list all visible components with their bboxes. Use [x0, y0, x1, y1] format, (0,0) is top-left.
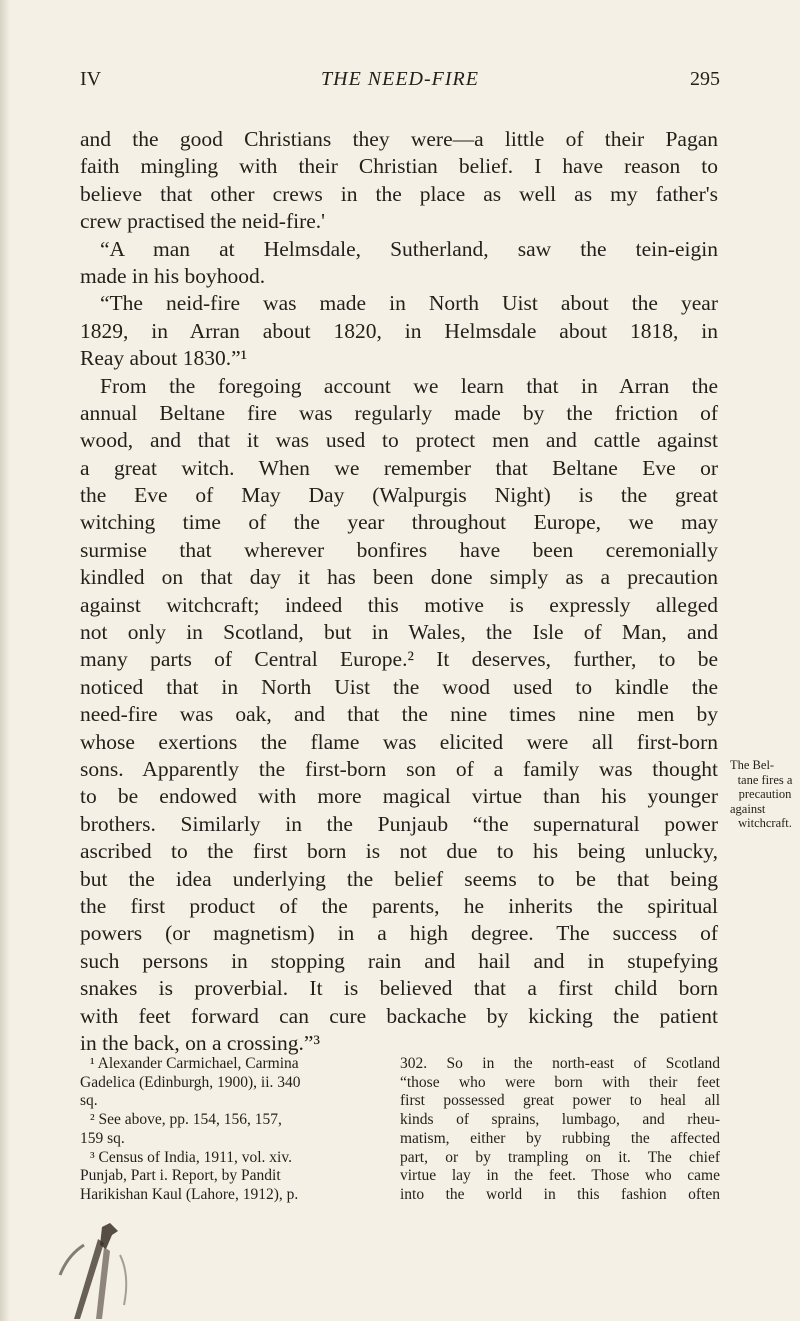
margin-note-line: tane fires a: [737, 772, 793, 787]
page-number: 295: [690, 68, 720, 90]
text-line: surmise that wherever bonfires have been ceremonially: [80, 537, 718, 562]
text-line: whose exertions the flame was elicited were all first-born: [80, 729, 718, 754]
margin-note-line: witchcraft.: [738, 816, 792, 830]
text-line: many parts of Central Europe.² It deserves, further, to be: [80, 647, 718, 672]
text-line: snakes is proverbial. It is believed that a first child born: [80, 976, 718, 1001]
text-line: a great witch. When we remember that Beltane Eve or: [80, 455, 718, 480]
text-line: the Eve of May Day (Walpurgis Night) is the great: [80, 483, 718, 508]
footnote-line: ¹ Alexander Carmichael, Carmina: [90, 1055, 299, 1072]
running-title: THE NEED-FIRE: [321, 68, 479, 90]
text-line: made in his boyhood.: [80, 263, 266, 288]
text-line: the first product of the parents, he inherits the spiritual: [80, 893, 718, 918]
text-line: powers (or magnetism) in a high degree. The success of: [80, 921, 718, 946]
text-line: “A man at Helmsdale, Sutherland, saw the tein-eigin: [100, 236, 718, 261]
text-line: brothers. Similarly in the Punjaub “the supernatural power: [80, 811, 718, 836]
footnotes-right-column: [400, 1055, 720, 1205]
footnote-line: ³ Census of India, 1911, vol. xiv.: [90, 1148, 292, 1166]
margin-note-line: precaution: [738, 787, 792, 801]
text-line: faith mingling with their Christian belief. I have reason to: [80, 154, 718, 179]
margin-note: [730, 758, 800, 831]
text-line: to be endowed with more magical virtue than his younger: [80, 784, 718, 809]
text-line: with feet forward can cure backache by kicking the patient: [80, 1003, 718, 1028]
running-header: [80, 68, 720, 98]
footnote-line: sq.: [80, 1092, 98, 1110]
text-line: not only in Scotland, but in Wales, the Isle of Man, and: [80, 620, 718, 645]
chapter-number: IV: [80, 68, 102, 90]
footnote-line: virtue lay in the feet. Those who came: [400, 1167, 720, 1185]
footnote-line: ² See above, pp. 154, 156, 157,: [90, 1111, 282, 1129]
text-line: but the idea underlying the belief seems to be that being: [80, 866, 718, 891]
text-line: annual Beltane fire was regularly made by the friction of: [80, 400, 718, 425]
footnote-line: first possessed great power to heal all: [400, 1092, 720, 1110]
text-line: kindled on that day it has been done simply as a precaution: [80, 565, 718, 590]
footnote-line: Gadelica (Edinburgh, 1900), ii. 340: [80, 1073, 301, 1091]
text-line: such persons in stopping rain and hail and in stupefying: [80, 948, 718, 973]
footnote-line: into the world in this fashion often: [400, 1185, 720, 1203]
text-line: “The neid-fire was made in North Uist about the year: [100, 291, 718, 316]
text-line: ascribed to the first born is not due to his being unlucky,: [80, 839, 718, 864]
text-line: crew practised the neid-fire.': [80, 209, 326, 234]
text-line: need-fire was oak, and that the nine times nine men by: [80, 702, 718, 727]
text-line: witching time of the year throughout Europe, we may: [80, 510, 718, 535]
footnote-line: Punjab, Part i. Report, by Pandit: [80, 1167, 281, 1185]
footnote-line: matism, either by rubbing the affected: [400, 1129, 720, 1147]
text-line: and the good Christians they were—a little of their Pagan: [80, 127, 718, 151]
footnote-line: 159 sq.: [80, 1129, 125, 1147]
text-line: against witchcraft; indeed this motive is expressly alleged: [80, 592, 718, 617]
margin-note-line: The Bel-: [730, 758, 775, 772]
text-line: in the back, on a crossing.”³: [80, 1030, 320, 1055]
page-spine-shadow: [0, 0, 10, 1321]
footnote-line: 302. So in the north-east of Scotland: [400, 1055, 720, 1072]
footnote-line: Harikishan Kaul (Lahore, 1912), p.: [80, 1185, 299, 1203]
footnotes-left-column: [80, 1055, 380, 1205]
text-line: believe that other crews in the place as well as my father's: [80, 181, 718, 206]
body-text: [80, 126, 718, 1057]
margin-note-line: against: [730, 801, 766, 816]
text-line: sons. Apparently the first-born son of a family was thought: [80, 756, 718, 781]
footnote-line: kinds of sprains, lumbago, and rheu-: [400, 1111, 720, 1129]
text-line: wood, and that it was used to protect men and cattle against: [80, 428, 718, 453]
ink-mark-icon: [40, 1215, 150, 1321]
footnote-line: part, or by trampling on it. The chief: [400, 1148, 720, 1166]
footnote-line: “those who were born with their feet: [400, 1073, 720, 1091]
text-line: From the foregoing account we learn that in Arran the: [100, 373, 718, 398]
text-line: noticed that in North Uist the wood used to kindle the: [80, 674, 718, 699]
text-line: 1829, in Arran about 1820, in Helmsdale about 1818, in: [80, 318, 718, 343]
text-line: Reay about 1830.”¹: [80, 346, 248, 371]
